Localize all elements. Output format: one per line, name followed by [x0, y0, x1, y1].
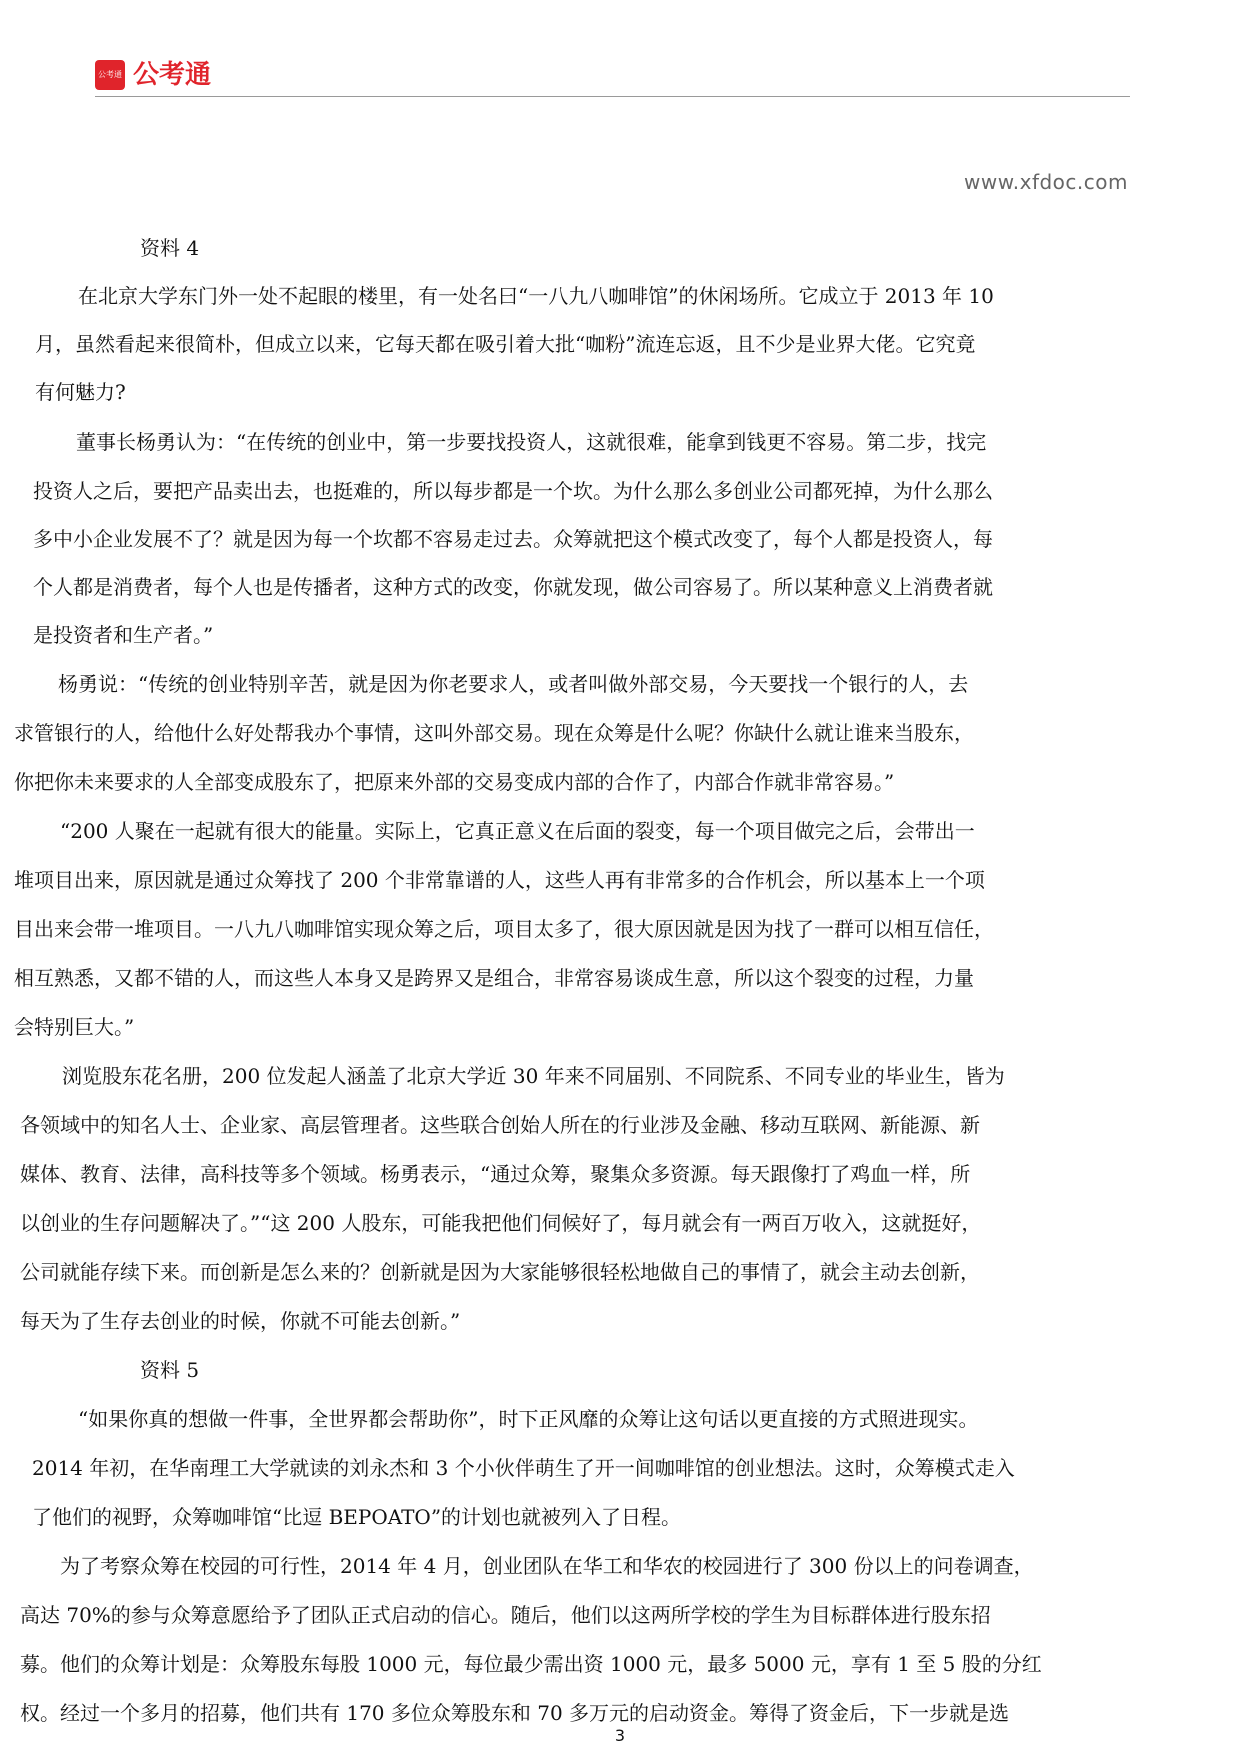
paragraph-line: 相互熟悉，又都不错的人，而这些人本身又是跨界又是组合，非常容易谈成生意，所以这个裂变的过程，力量	[14, 966, 974, 990]
logo-icon: 公考通	[95, 60, 125, 90]
paragraph-line: 在北京大学东门外一处不起眼的楼里，有一处名曰“一八九八咖啡馆”的休闲场所。它成立于 2013 年 10	[78, 284, 994, 308]
paragraph-line: 权。经过一个多月的招募，他们共有 170 多位众筹股东和 70 多万元的启动资金。筹得了资金后，下一步就是选	[20, 1701, 1010, 1725]
paragraph-line: 个人都是消费者，每个人也是传播者，这种方式的改变，你就发现，做公司容易了。所以某种意义上消费者就	[33, 575, 993, 599]
paragraph-line: 你把你未来要求的人全部变成股东了，把原来外部的交易变成内部的合作了，内部合作就非常容易。”	[14, 770, 895, 794]
paragraph-line: 浏览股东花名册，200 位发起人涵盖了北京大学近 30 年来不同届别、不同院系、不同专业的毕业生，皆为	[62, 1064, 1005, 1088]
paragraph-line: 以创业的生存问题解决了。”“这 200 人股东，可能我把他们伺候好了，每月就会有一两百万收入，这就挺好，	[20, 1211, 982, 1235]
paragraph-line: 多中小企业发展不了？就是因为每一个坎都不容易走过去。众筹就把这个模式改变了，每个人都是投资人，每	[33, 527, 993, 551]
paragraph-line: 杨勇说：“传统的创业特别辛苦，就是因为你老要求人，或者叫做外部交易，今天要找一个银行的人，去	[58, 672, 969, 696]
paragraph-line: 投资人之后，要把产品卖出去，也挺难的，所以每步都是一个坎。为什么那么多创业公司都死掉，为什么那么	[33, 479, 993, 503]
paragraph-line: “200 人聚在一起就有很大的能量。实际上，它真正意义在后面的裂变，每一个项目做完之后，会带出一	[60, 819, 975, 843]
section-heading: 资料 5	[140, 1358, 200, 1382]
paragraph-line: 媒体、教育、法律，高科技等多个领域。杨勇表示，“通过众筹，聚集众多资源。每天跟像打了鸡血一样，所	[20, 1162, 971, 1186]
paragraph-line: 公司就能存续下来。而创新是怎么来的？创新就是因为大家能够很轻松地做自己的事情了，就会主动去创新，	[20, 1260, 980, 1284]
paragraph-line: 为了考察众筹在校园的可行性，2014 年 4 月，创业团队在华工和华农的校园进行了 300 份以上的问卷调查，	[60, 1554, 1034, 1578]
logo-text: 公考通	[133, 60, 212, 90]
paragraph-line: 求管银行的人，给他什么好处帮我办个事情，这叫外部交易。现在众筹是什么呢？你缺什么就让谁来当股东，	[14, 721, 974, 745]
paragraph-line: 每天为了生存去创业的时候，你就不可能去创新。”	[20, 1309, 461, 1333]
paragraph-line: 了他们的视野，众筹咖啡馆“比逗 BEPOATO”的计划也就被列入了日程。	[32, 1505, 682, 1529]
site-url: www.xfdoc.com	[964, 170, 1128, 194]
paragraph-line: 2014 年初，在华南理工大学就读的刘永杰和 3 个小伙伴萌生了开一间咖啡馆的创业想法。这时，众筹模式走入	[32, 1456, 1015, 1480]
paragraph-line: 高达 70%的参与众筹意愿给予了团队正式启动的信心。随后，他们以这两所学校的学生为目标群体进行股东招	[20, 1603, 991, 1627]
paragraph-line: 董事长杨勇认为：“在传统的创业中，第一步要找投资人，这就很难，能拿到钱更不容易。第二步，找完	[76, 430, 987, 454]
paragraph-line: 有何魅力?	[35, 380, 126, 404]
paragraph-line: 目出来会带一堆项目。一八九八咖啡馆实现众筹之后，项目太多了，很大原因就是因为找了一群可以相互信任，	[14, 917, 994, 941]
page-number: 3	[614, 1726, 626, 1745]
paragraph-line: 会特别巨大。”	[14, 1015, 135, 1039]
section-heading: 资料 4	[140, 236, 200, 260]
paragraph-line: 月，虽然看起来很简朴，但成立以来，它每天都在吸引着大批“咖粉”流连忘返，且不少是业界大佬。它究竟	[35, 332, 976, 356]
paragraph-line: 是投资者和生产者。”	[33, 623, 214, 647]
paragraph-line: 堆项目出来，原因就是通过众筹找了 200 个非常靠谱的人，这些人再有非常多的合作机会，所以基本上一个项	[14, 868, 985, 892]
paragraph-line: 募。他们的众筹计划是：众筹股东每股 1000 元，每位最少需出资 1000 元，最多 5000 元，享有 1 至 5 股的分红	[20, 1652, 1042, 1676]
paragraph-line: 各领域中的知名人士、企业家、高层管理者。这些联合创始人所在的行业涉及金融、移动互联网、新能源、新	[20, 1113, 980, 1137]
paragraph-line: “如果你真的想做一件事，全世界都会帮助你”，时下正风靡的众筹让这句话以更直接的方式照进现实。	[78, 1407, 979, 1431]
